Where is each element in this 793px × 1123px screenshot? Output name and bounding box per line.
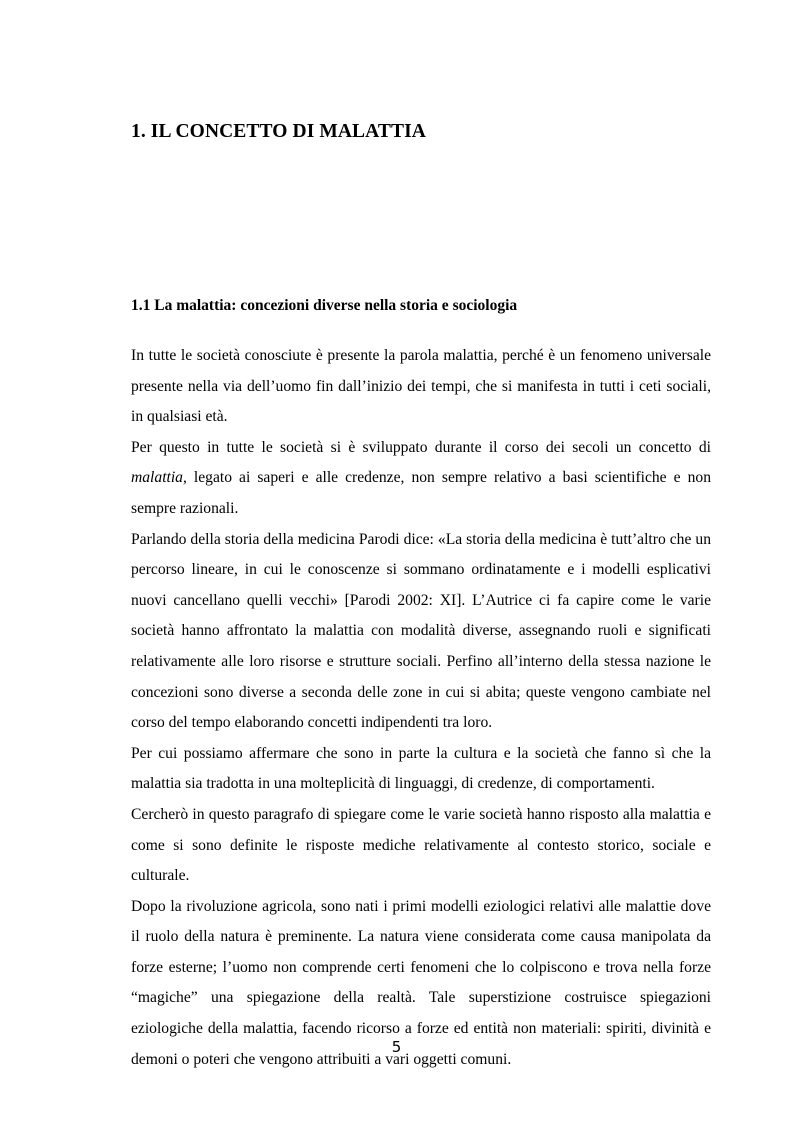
paragraph bbox=[131, 433, 711, 525]
paragraph-text: Dopo la rivoluzione agricola, sono nati i primi modelli eziologici relativi alle malattie dove il ruolo della natura è preminente. La natura viene considerata come causa manipolata da forze esterne; l’uomo non comprende certi fenomeni che lo colpiscono e trova nella forze “magiche” una spiegazione della realtà. Tale superstizione costruisce spiegazioni eziologiche della malattia, facendo ricorso a forze ed entità non materiali: spiriti, divinità e demoni o poteri che vengono attribuiti a vari oggetti comuni. bbox=[131, 897, 711, 1068]
paragraph-text: Parlando della storia della medicina Parodi dice: «La storia della medicina è tutt’altro che un percorso lineare, in cui le conoscenze si sommano ordinatamente e i modelli esplicativi nuovi cancellano quelli vecchi» [Parodi 2002: XI]. L’Autrice ci fa capire come le varie società hanno affrontato la malattia con modalità diverse, assegnando ruoli e significati relativamente alle loro risorse e strutture sociali. Perfino all’interno della stessa nazione le concezioni sono diverse a seconda delle zone in cui si abita; queste vengono cambiate nel corso del tempo elaborando concetti indipendenti tra loro. bbox=[131, 530, 711, 732]
paragraph-text: Per questo in tutte le società si è sviluppato durante il corso dei secoli un concetto di bbox=[131, 438, 711, 456]
paragraph bbox=[131, 341, 711, 433]
section-heading: 1.1 La malattia: concezioni diverse nella storia e sociologia bbox=[131, 297, 518, 314]
body-text bbox=[131, 341, 711, 1075]
page-number: 5 bbox=[391, 1038, 402, 1056]
paragraph-text: , legato ai saperi e alle credenze, non sempre relativo a basi scientifiche e non sempre razionali. bbox=[131, 469, 711, 517]
paragraph-text: Per cui possiamo affermare che sono in parte la cultura e la società che fanno sì che la malattia sia tradotta in una molteplicità di linguaggi, di credenze, di comportamenti. bbox=[131, 744, 711, 793]
paragraph-text: Cercherò in questo paragrafo di spiegare come le varie società hanno risposto alla malattia e come si sono definite le risposte mediche relativamente al contesto storico, sociale e culturale. bbox=[131, 805, 711, 885]
chapter-title: 1. IL CONCETTO DI MALATTIA bbox=[131, 121, 426, 142]
paragraph bbox=[131, 739, 711, 800]
paragraph bbox=[131, 800, 711, 892]
emphasized-term: malattia bbox=[131, 469, 183, 487]
paragraph-text: In tutte le società conosciute è presente la parola malattia, perché è un fenomeno universale presente nella via dell’uomo fin dall’inizio dei tempi, che si manifesta in tutti i ceti sociali, in qualsiasi età. bbox=[131, 347, 711, 426]
paragraph bbox=[131, 525, 711, 739]
